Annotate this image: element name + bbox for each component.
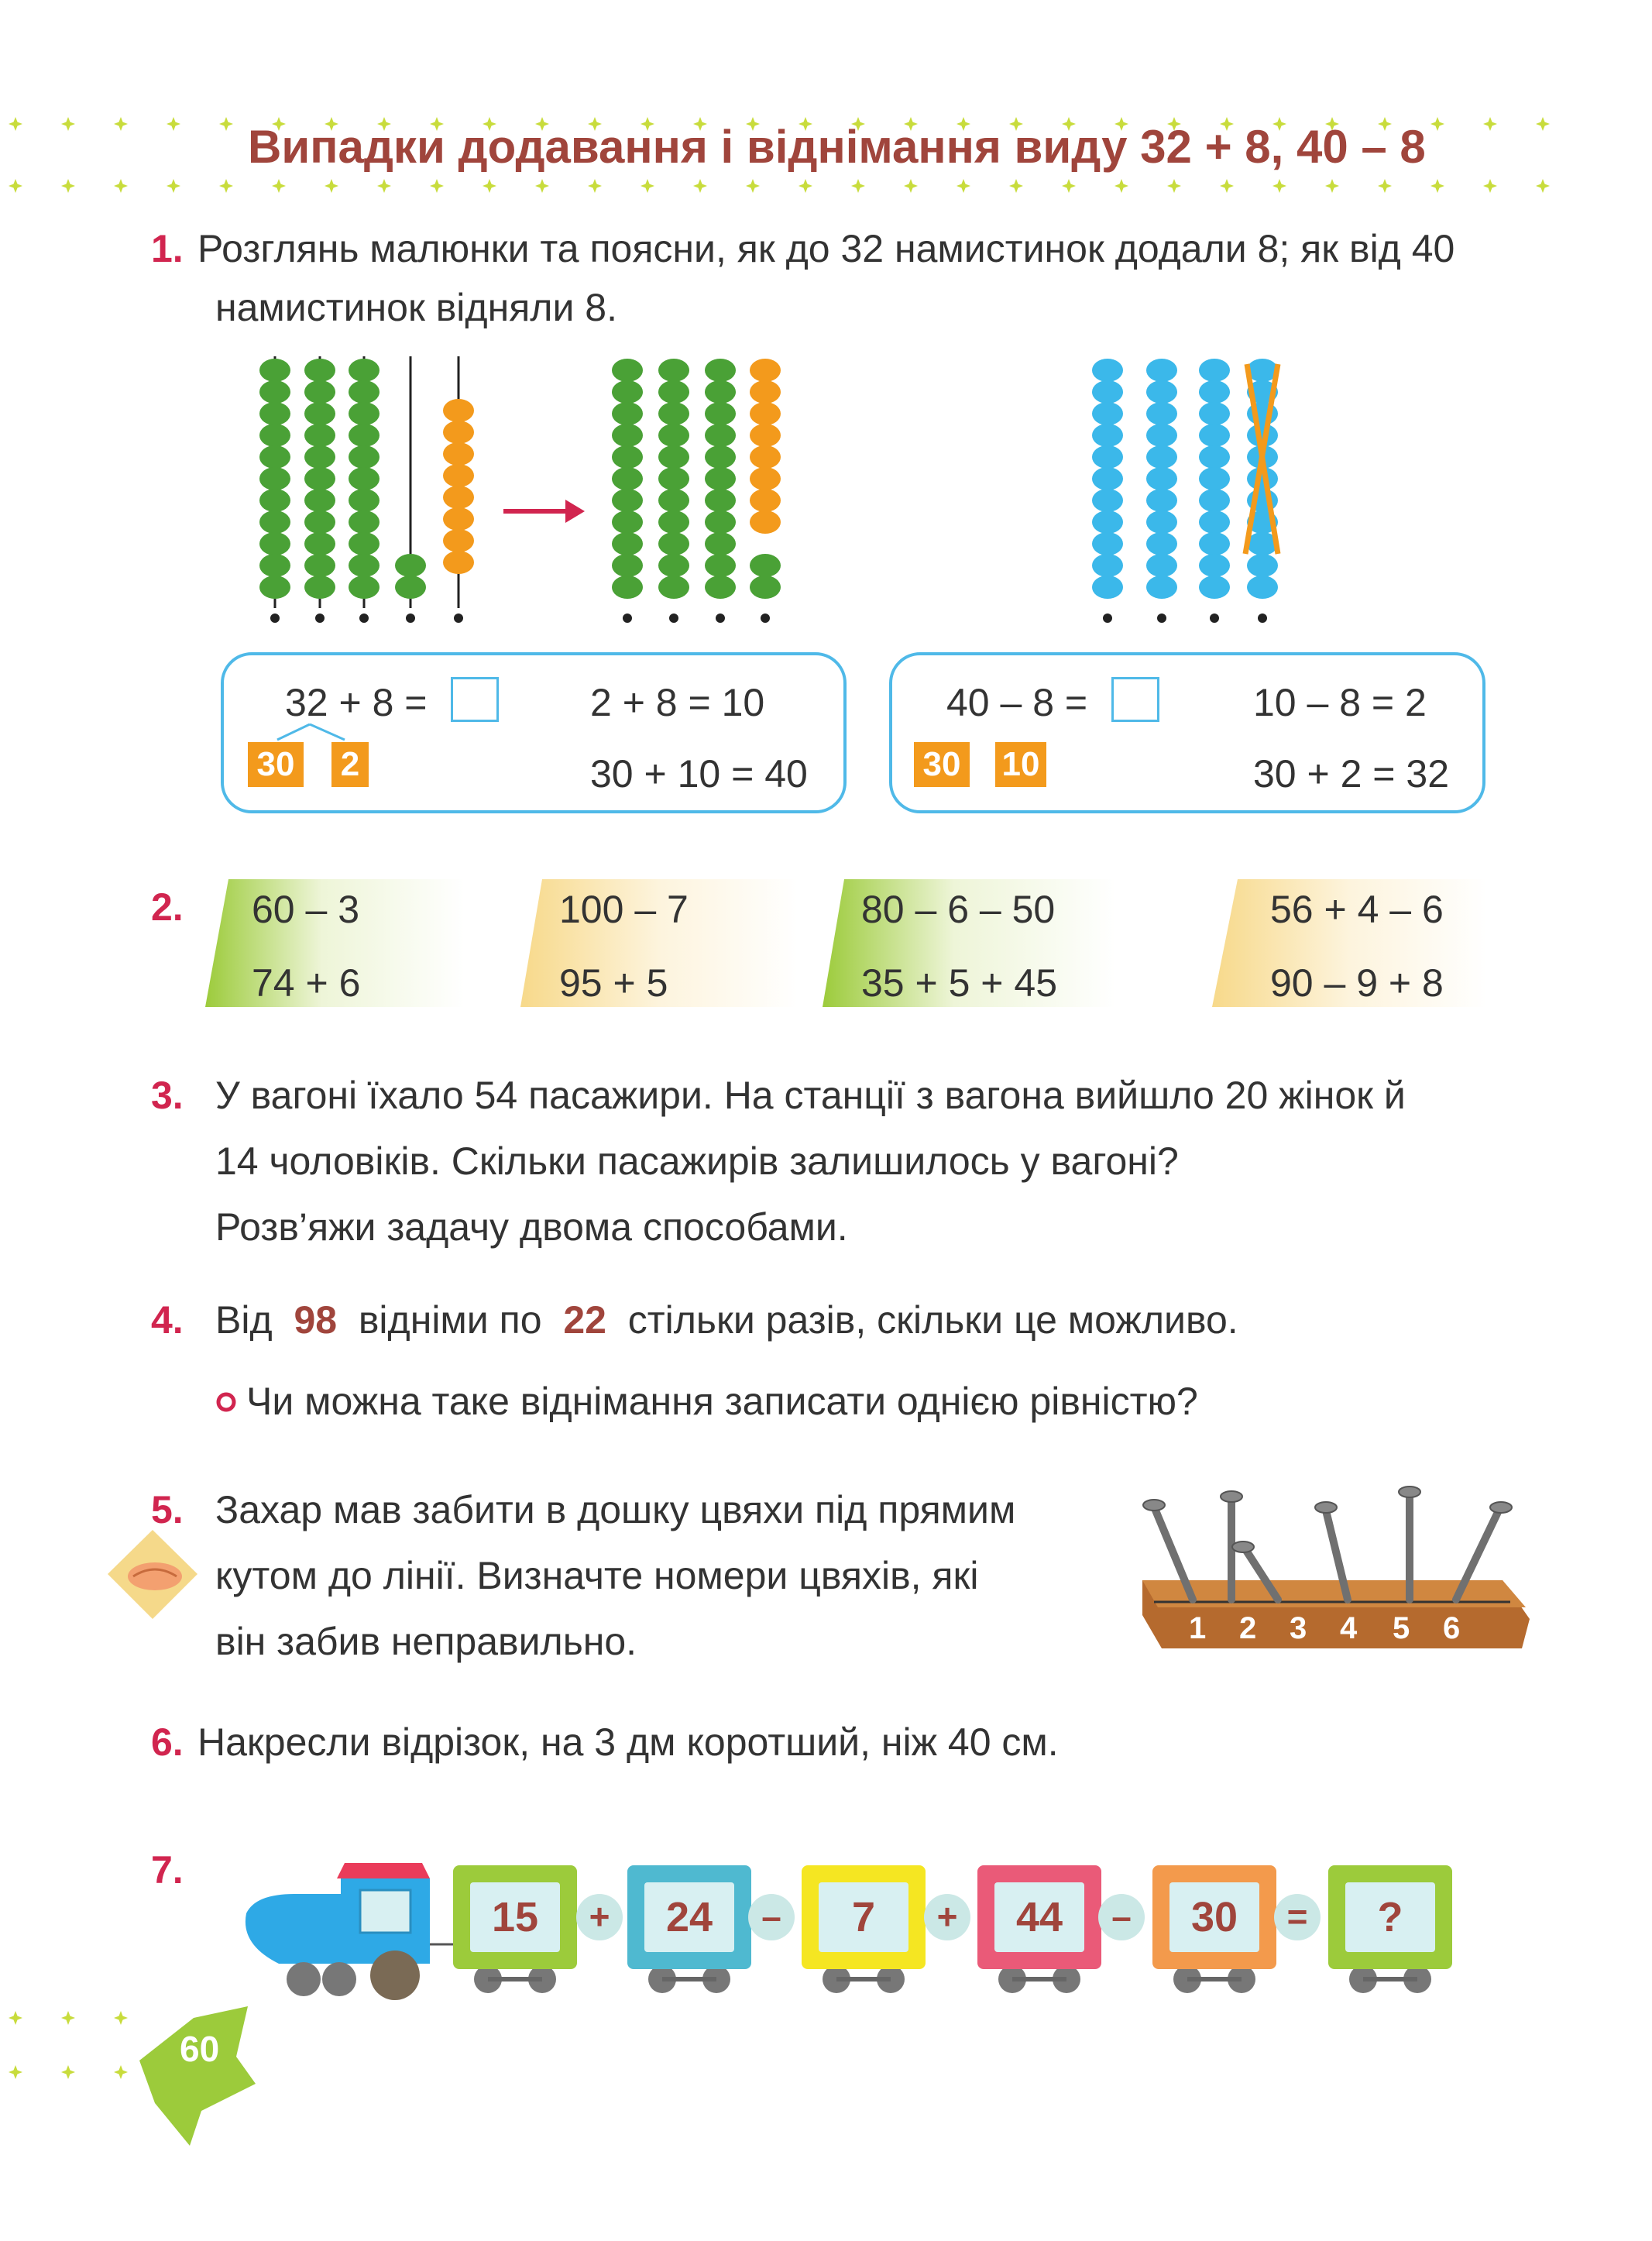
nail-label-3: 3 xyxy=(1290,1611,1307,1645)
nail-label-6: 6 xyxy=(1443,1611,1461,1645)
operator-3: + xyxy=(924,1894,970,1940)
task-3-text-line2: 14 чоловіків. Скільки пасажирів залишилось у вагоні? xyxy=(215,1139,1179,1183)
nail-label-1: 1 xyxy=(1189,1611,1207,1645)
operator-4: – xyxy=(1098,1894,1145,1940)
task-4-number-98: 98 xyxy=(294,1298,338,1342)
task-5-text-line3: він забив неправильно. xyxy=(215,1620,637,1663)
nail-label-5: 5 xyxy=(1393,1611,1410,1645)
badge-10: 10 xyxy=(995,742,1046,787)
tile-1-bottom: 74 + 6 xyxy=(252,961,361,1005)
task-5-text-line2: кутом до лінії. Визначте номери цвяхів, які xyxy=(215,1554,979,1597)
train-car-1-value: 15 xyxy=(470,1882,560,1952)
expr-40-minus-8: 40 – 8 = xyxy=(946,681,1088,724)
tile-4-bottom: 90 – 9 + 8 xyxy=(1270,961,1444,1005)
task-4-post: стільки разів, скільки це можливо. xyxy=(627,1298,1238,1342)
tile-2-top: 100 – 7 xyxy=(559,888,689,931)
badge-30-right: 30 xyxy=(914,742,970,787)
task-4-mid: відніми по xyxy=(358,1298,542,1342)
badge-2: 2 xyxy=(331,742,369,787)
star-decoration xyxy=(9,2065,22,2079)
tile-2-bottom: 95 + 5 xyxy=(559,961,668,1005)
train-car-2-value: 24 xyxy=(644,1882,734,1952)
eq-30-plus-10: 30 + 10 = 40 xyxy=(590,752,808,796)
task-3-text-line1: У вагоні їхало 54 пасажири. На станції з вагона вийшло 20 жінок й xyxy=(215,1074,1406,1117)
tile-4-top: 56 + 4 – 6 xyxy=(1270,888,1444,931)
task-3-number: 3. xyxy=(151,1074,184,1117)
eq-2-plus-8: 2 + 8 = 10 xyxy=(590,681,765,724)
task-1-text-line1: Розглянь малюнки та поясни, як до 32 намистинок додали 8; як від 40 xyxy=(197,227,1455,270)
train-car-answer-value: ? xyxy=(1345,1882,1435,1952)
task-1-number: 1. xyxy=(151,227,184,270)
tile-3-top: 80 – 6 – 50 xyxy=(861,888,1056,931)
task-4-question: Чи можна таке віднімання записати однією рівністю? xyxy=(246,1380,1198,1423)
train-car-4-value: 44 xyxy=(994,1882,1084,1952)
star-decoration xyxy=(61,2065,75,2079)
task-2-number: 2. xyxy=(151,885,184,929)
task-4-pre: Від xyxy=(215,1298,273,1342)
train-car-5-value: 30 xyxy=(1169,1882,1259,1952)
task-3-text-line3: Розв’яжи задачу двома способами. xyxy=(215,1205,848,1249)
task-7-number: 7. xyxy=(151,1848,184,1892)
task-5-text-line1: Захар мав забити в дошку цвяхи під прямим xyxy=(215,1488,1016,1531)
operator-2: – xyxy=(748,1894,795,1940)
tile-1-top: 60 – 3 xyxy=(252,888,360,931)
task-6-text: Накресли відрізок, на 3 дм коротший, ніж 40 см. xyxy=(197,1720,1059,1764)
task-5-number: 5. xyxy=(151,1488,184,1531)
page-number: 60 xyxy=(180,2029,220,2069)
page-title: Випадки додавання і віднімання виду 32 + 8, 40 – 8 xyxy=(248,121,1426,173)
eq-30-plus-2: 30 + 2 = 32 xyxy=(1253,752,1450,796)
nail-label-4: 4 xyxy=(1340,1611,1358,1645)
task-4-number-22: 22 xyxy=(563,1298,606,1342)
task-1-text-line2: намистинок відняли 8. xyxy=(215,286,617,329)
star-decoration xyxy=(61,2011,75,2025)
tile-3-bottom: 35 + 5 + 45 xyxy=(861,961,1058,1005)
operator-5: = xyxy=(1274,1894,1321,1940)
star-decoration xyxy=(9,2011,22,2025)
train-car-3-value: 7 xyxy=(819,1882,908,1952)
expr-32-plus-8: 32 + 8 = xyxy=(285,681,428,724)
nail-label-2: 2 xyxy=(1239,1611,1257,1645)
operator-1: + xyxy=(576,1894,623,1940)
star-decoration xyxy=(114,2011,128,2025)
task-4-number: 4. xyxy=(151,1298,184,1342)
eq-10-minus-8: 10 – 8 = 2 xyxy=(1253,681,1427,724)
task-6-number: 6. xyxy=(151,1720,184,1764)
badge-30-left: 30 xyxy=(248,742,304,787)
star-decoration xyxy=(114,2065,128,2079)
